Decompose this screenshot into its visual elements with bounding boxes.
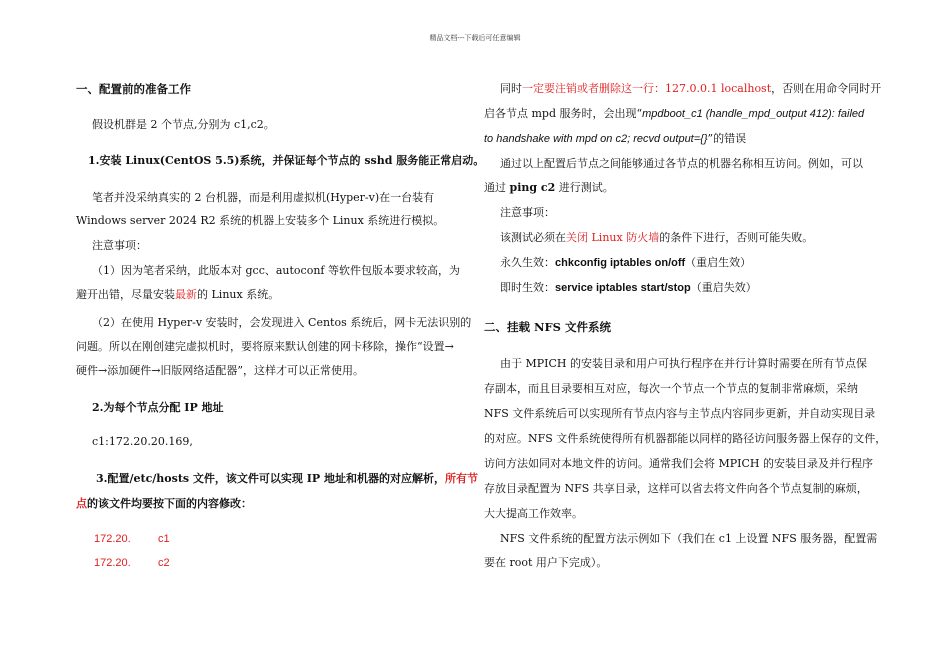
note-2-line-1: （2）在使用 Hyper-v 安装时，会发现进入 Centos 系统后，网卡无法识别的 xyxy=(92,316,472,329)
ip-assignment: c1:172.20.20.169, xyxy=(92,435,193,448)
note-1-text-a: 避开出错，尽量安装 xyxy=(76,288,175,301)
hosts-entry-1 xyxy=(94,532,170,546)
hosts-entry-2-ip: 172.20. xyxy=(94,557,131,569)
nfs-paragraph-line-5: 访问方法如同对本地文件的访问。通常我们会将 MPICH 的安装目录及并行程序 xyxy=(484,457,874,470)
section-2-title: 二、挂载 NFS 文件系统 xyxy=(484,320,611,334)
nfs-paragraph-line-1: 由于 MPICH 的安装目录和用户可执行程序在并行计算时需要在所有节点保 xyxy=(500,357,868,370)
access-paragraph-line-1: 通过以上配置后节点之间能够通过各节点的机器名称相互访问。例如，可以 xyxy=(500,157,863,170)
hosts-entry-1-name: c1 xyxy=(158,533,170,545)
permanent-label: 永久生效： xyxy=(500,256,555,269)
note-label-right: 注意事项： xyxy=(500,206,555,219)
service-command: service iptables start/stop xyxy=(555,282,691,294)
step-3-heading-line-1 xyxy=(96,472,478,486)
step-3-highlight-2: 点 xyxy=(76,497,87,510)
immediate-note: （重启失效） xyxy=(690,281,757,294)
note-1-line-1: （1）因为笔者采纳，此版本对 gcc、autoconf 等软件包版本要求较高，为 xyxy=(92,264,460,277)
note-1-line-2 xyxy=(76,288,279,302)
access-text-b: 进行测试。 xyxy=(555,181,614,194)
ping-command: ping c2 xyxy=(509,181,556,194)
hosts-warning-line-2 xyxy=(484,107,864,121)
note-2-line-3: 硬件→添加硬件→旧版网络适配器”，这样才可以正常使用。 xyxy=(76,364,365,377)
nfs-paragraph-line-3: NFS 文件系统后可以实现所有节点内容与主节点内容同步更新，并自动实现目录 xyxy=(484,407,876,420)
hosts-entry-1-ip: 172.20. xyxy=(94,533,131,545)
firewall-text-b: 的条件下进行，否则可能失败。 xyxy=(659,231,814,244)
nfs-paragraph-line-2: 存副本，而且目录要相互对应，每次一个节点一个节点的复制非常麻烦，采纳 xyxy=(484,382,858,395)
step-2-heading: 2.为每个节点分配 IP 地址 xyxy=(92,401,224,414)
hosts-warning-text-b: ，否则在用命令同时开 xyxy=(771,82,882,95)
step-3-heading-line-2 xyxy=(76,497,252,511)
step-3-text-b: 的该文件均要按下面的内容修改： xyxy=(87,497,252,510)
hosts-warning-line-2-text: 启各节点 mpd 服务时，会出现“ xyxy=(484,107,643,120)
note-label: 注意事项： xyxy=(92,239,147,252)
nfs-config-line-2: 要在 root 用户下完成）。 xyxy=(484,556,608,569)
immediate-label: 即时生效： xyxy=(500,281,555,294)
firewall-text-a: 该测试必须在 xyxy=(500,231,566,244)
note-1-highlight: 最新 xyxy=(175,288,197,301)
error-message-part-2: to handshake with mpd on c2; recvd output={} xyxy=(484,133,708,145)
step-1-heading: 1.安装 Linux(CentOS 5.5)系统，并保证每个节点的 sshd 服务能正常启动。 xyxy=(88,154,485,167)
immediate-effect-line xyxy=(500,281,757,295)
hosts-entry-2-name: c2 xyxy=(158,557,170,569)
hosts-warning-highlight: 一定要注销或者删除这一行：127.0.0.1 localhost xyxy=(522,82,772,95)
step-3-highlight-1: 所有节 xyxy=(445,472,479,485)
error-message-part-1: mpdboot_c1 (handle_mpd_output 412): failed xyxy=(642,108,865,120)
permanent-effect-line xyxy=(500,256,751,270)
intro-paragraph: 假设机群是 2 个节点,分别为 c1,c2。 xyxy=(92,118,275,131)
note-2-line-2: 问题。所以在刚创建完虚拟机时，要将原来默认创建的网卡移除，操作“设置→ xyxy=(76,340,454,353)
nfs-paragraph-line-4: 的对应。NFS 文件系统使得所有机器都能以同样的路径访问服务器上保存的文件， xyxy=(484,432,887,445)
hosts-warning-line-1 xyxy=(500,82,881,96)
page-header: 精品文档---下载后可任意编辑 xyxy=(429,34,521,42)
permanent-note: （重启生效） xyxy=(685,256,752,269)
firewall-note xyxy=(500,231,813,245)
step-3-text-a: 3.配置/etc/hosts 文件，该文件可以实现 IP 地址和机器的对应解析， xyxy=(96,472,446,485)
nfs-paragraph-line-6: 存放目录配置为 NFS 共享目录，这样可以省去将文件向各个节点复制的麻烦， xyxy=(484,482,868,495)
hosts-warning-text-a: 同时 xyxy=(500,82,522,95)
vm-paragraph-line-2: Windows server 2024 R2 系统的机器上安装多个 Linux 系统进行模拟。 xyxy=(76,214,445,227)
firewall-highlight: 关闭 Linux 防火墙 xyxy=(566,231,660,244)
hosts-entry-2 xyxy=(94,556,170,570)
hosts-warning-line-3 xyxy=(484,132,746,146)
access-text-a: 通过 xyxy=(484,181,510,194)
nfs-config-line-1: NFS 文件系统的配置方法示例如下（我们在 c1 上设置 NFS 服务器，配置需 xyxy=(500,532,878,545)
access-paragraph-line-2 xyxy=(484,181,614,195)
vm-paragraph-line-1: 笔者并没采纳真实的 2 台机器，而是利用虚拟机(Hyper-v)在一台装有 xyxy=(92,191,435,204)
note-1-text-b: 的 Linux 系统。 xyxy=(197,288,280,301)
section-1-title: 一、配置前的准备工作 xyxy=(76,82,191,96)
hosts-warning-line-3-text: ”的错误 xyxy=(707,132,747,145)
nfs-paragraph-line-7: 大大提高工作效率。 xyxy=(484,507,583,520)
chkconfig-command: chkconfig iptables on/off xyxy=(555,257,686,269)
